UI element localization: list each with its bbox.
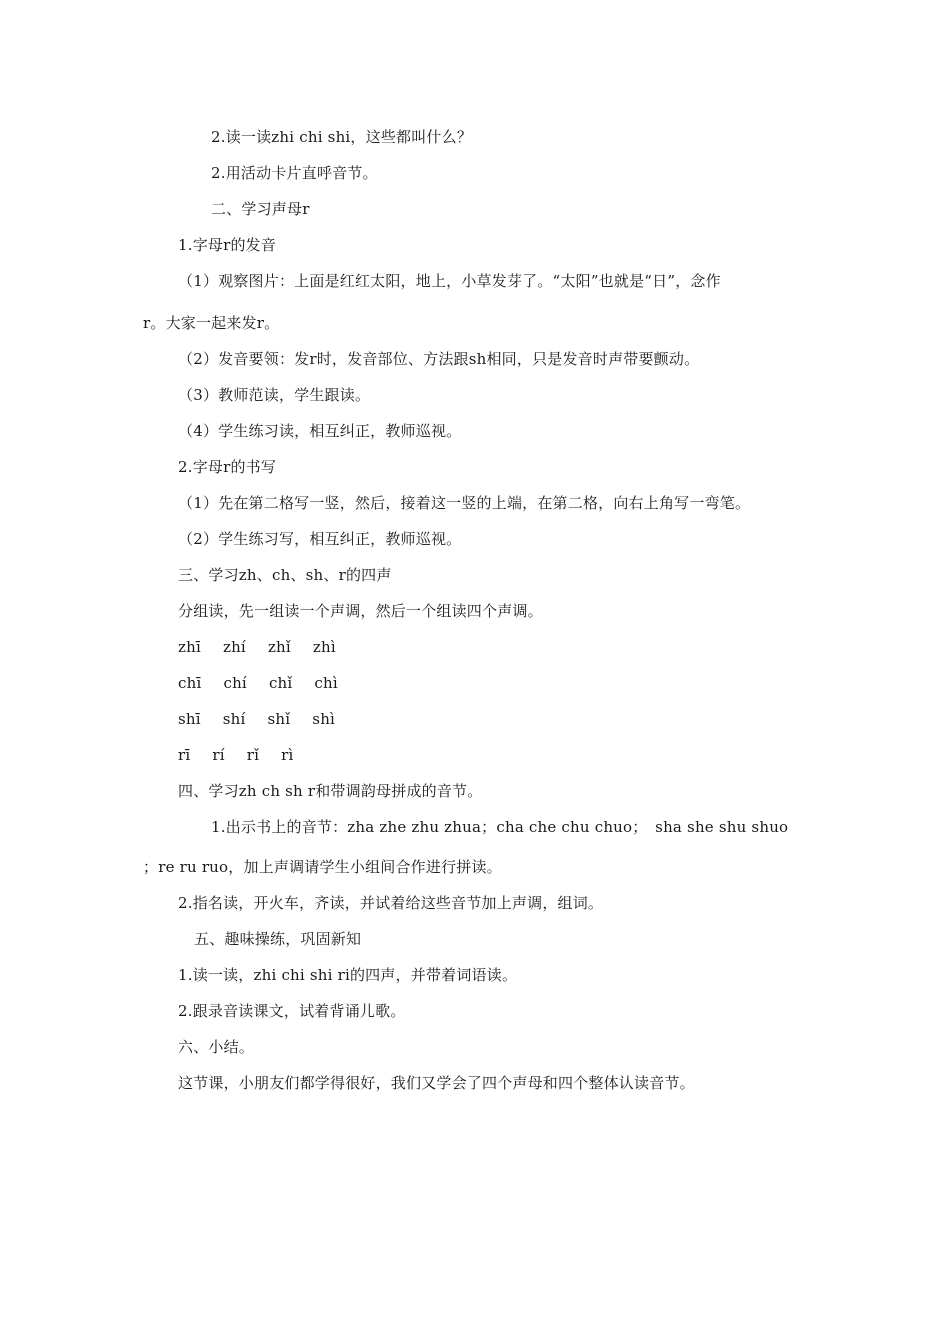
paragraph-summary: 这节课，小朋友们都学得很好，我们又学会了四个声母和四个整体认读音节。	[178, 1074, 695, 1092]
paragraph-show-syllables-cont: ；re ru ruo，加上声调请学生小组间合作进行拼读。	[143, 858, 502, 876]
paragraph-follow-recording: 2.跟录音读课文，试着背诵儿歌。	[178, 1002, 406, 1020]
tone-row-r	[178, 745, 316, 765]
tone-item: chī	[178, 674, 202, 692]
tone-row-zh	[178, 637, 358, 657]
tone-item: rí	[212, 746, 225, 764]
subheading-r-pronunciation: 1.字母r的发音	[178, 236, 277, 254]
section-heading-summary: 六、小结。	[178, 1038, 255, 1056]
tone-item: rǐ	[246, 746, 260, 764]
paragraph-student-practice-write: （2）学生练习写，相互纠正，教师巡视。	[178, 530, 462, 548]
paragraph-show-syllables: 1.出示书上的音节：zha zhe zhu zhua；cha che chu chuo； sha she shu shuo	[211, 818, 789, 836]
paragraph-pronunciation-tips: （2）发音要领：发r时，发音部位、方法跟sh相同，只是发音时声带要颤动。	[178, 350, 700, 368]
section-heading-syllables: 四、学习zh ch sh r和带调韵母拼成的音节。	[178, 782, 483, 800]
paragraph-named-reading: 2.指名读，开火车，齐读，并试着给这些音节加上声调，组词。	[178, 894, 604, 912]
tone-row-ch	[178, 673, 360, 693]
tone-item: shǐ	[267, 710, 291, 728]
tone-item: zhǐ	[267, 638, 291, 656]
paragraph-read-four-tones: 1.读一读，zhi chi shi ri的四声，并带着词语读。	[178, 966, 518, 984]
paragraph-writing-steps: （1）先在第二格写一竖，然后，接着这一竖的上端，在第二格，向右上角写一弯笔。	[178, 494, 751, 512]
tone-item: zhì	[312, 638, 336, 656]
paragraph-teacher-demo: （3）教师范读，学生跟读。	[178, 386, 371, 404]
tone-item: zhí	[222, 638, 246, 656]
paragraph-observe-picture-cont: r。大家一起来发r。	[143, 314, 280, 332]
tone-item: chì	[314, 674, 338, 692]
paragraph-group-reading: 分组读，先一组读一个声调，然后一个组读四个声调。	[178, 602, 543, 620]
section-heading-learn-r: 二、学习声母r	[211, 200, 310, 218]
tone-item: chǐ	[268, 674, 293, 692]
subheading-r-writing: 2.字母r的书写	[178, 458, 277, 476]
paragraph-activity-cards: 2.用活动卡片直呼音节。	[211, 164, 378, 182]
tone-item: shī	[178, 710, 201, 728]
paragraph-observe-picture: （1）观察图片：上面是红红太阳，地上，小草发芽了。“太阳”也就是“日”，念作	[178, 272, 721, 290]
section-heading-fun-practice: 五、趣味操练，巩固新知	[194, 930, 362, 948]
paragraph-read-zhi-chi-shi: 2.读一读zhi chi shi，这些都叫什么？	[211, 128, 473, 146]
section-heading-four-tones: 三、学习zh、ch、sh、r的四声	[178, 566, 392, 584]
tone-item: rì	[281, 746, 294, 764]
tone-item: shì	[312, 710, 336, 728]
tone-item: zhī	[178, 638, 201, 656]
tone-item: chí	[223, 674, 247, 692]
tone-item: shí	[222, 710, 246, 728]
tone-item: rī	[178, 746, 191, 764]
paragraph-student-practice-read: （4）学生练习读，相互纠正，教师巡视。	[178, 422, 462, 440]
tone-row-sh	[178, 709, 357, 729]
